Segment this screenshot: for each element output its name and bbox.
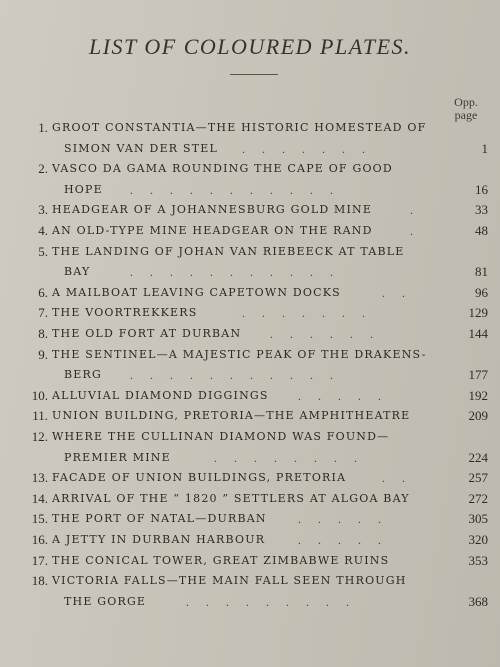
title-divider xyxy=(230,74,278,75)
plate-title: HEADGEAR OF A JOHANNESBURG GOLD MINE xyxy=(52,203,373,216)
dot-leader: . . . . . . . . . . . xyxy=(130,183,333,197)
plate-title: VICTORIA FALLS—THE MAIN FALL SEEN THROUGH xyxy=(52,574,407,587)
page-title: LIST OF COLOURED PLATES. xyxy=(88,34,412,59)
plate-entry xyxy=(0,571,500,591)
plate-page-number: 48 xyxy=(475,223,488,238)
plate-entry xyxy=(0,345,500,365)
plate-page-number: 272 xyxy=(468,491,488,506)
dot-leader: . . xyxy=(382,471,405,485)
plate-number: 7. xyxy=(38,305,48,320)
plate-entry-continuation xyxy=(0,448,500,468)
plate-page-number: 368 xyxy=(468,594,488,609)
plate-page-number: 177 xyxy=(468,367,488,382)
plate-page-number: 305 xyxy=(468,511,488,526)
dot-leader: . . . . . . . . . xyxy=(186,595,349,609)
plate-page-number: 81 xyxy=(475,264,488,279)
plate-number: 15. xyxy=(31,511,48,526)
plate-entry-continuation xyxy=(0,592,500,612)
plate-page-number: 224 xyxy=(468,450,488,465)
plate-entry xyxy=(0,468,500,488)
plate-number: 17. xyxy=(31,553,48,568)
plate-title: THE SENTINEL—A MAJESTIC PEAK OF THE DRAKENS- xyxy=(52,348,427,361)
plate-title: GROOT CONSTANTIA—THE HISTORIC HOMESTEAD OF xyxy=(52,121,427,134)
dot-leader: . . . . . xyxy=(298,533,381,547)
dot-leader: . . . . . . . . xyxy=(214,451,357,465)
dot-leader: . . . . . . . . . . . xyxy=(130,368,333,382)
plate-number: 4. xyxy=(38,223,48,238)
plate-number: 12. xyxy=(31,429,48,444)
plate-title: ARRIVAL OF THE “ 1820 ” SETTLERS AT ALGOA BAY xyxy=(52,492,410,505)
plate-entry xyxy=(0,118,500,138)
dot-leader: . . . . . . xyxy=(270,327,373,341)
plate-title: THE OLD FORT AT DURBAN xyxy=(52,327,242,340)
dot-leader: . xyxy=(410,224,413,238)
plate-entry xyxy=(0,386,500,406)
plate-entry xyxy=(0,303,500,323)
plate-number: 14. xyxy=(31,491,48,506)
plate-entry xyxy=(0,489,500,509)
dot-leader: . . xyxy=(382,286,405,300)
plate-title: ALLUVIAL DIAMOND DIGGINGS xyxy=(52,389,269,402)
plate-title: THE PORT OF NATAL—DURBAN xyxy=(52,512,267,525)
plate-entry xyxy=(0,242,500,262)
plate-page-number: 257 xyxy=(468,470,488,485)
page-label: page xyxy=(454,108,478,122)
plate-entry xyxy=(0,200,500,220)
plate-number: 5. xyxy=(38,244,48,259)
plate-entry xyxy=(0,551,500,571)
plate-title: A MAILBOAT LEAVING CAPETOWN DOCKS xyxy=(52,286,341,299)
plate-number: 8. xyxy=(38,326,48,341)
dot-leader: . . . . . . . . . . . xyxy=(130,265,333,279)
plate-title: BAY xyxy=(64,265,91,278)
plate-number: 3. xyxy=(38,202,48,217)
plate-number: 10. xyxy=(31,388,48,403)
plate-title: AN OLD-TYPE MINE HEADGEAR ON THE RAND xyxy=(52,224,373,237)
plate-number: 9. xyxy=(38,347,48,362)
opp-label: Opp. xyxy=(454,95,478,109)
plate-entry xyxy=(0,530,500,550)
plate-number: 16. xyxy=(31,532,48,547)
plate-entry-continuation xyxy=(0,180,500,200)
plate-number: 11. xyxy=(32,408,48,423)
dot-leader: . . . . . xyxy=(298,389,381,403)
plate-entry xyxy=(0,324,500,344)
plate-page-number: 353 xyxy=(468,553,488,568)
dot-leader: . . . . . xyxy=(298,512,381,526)
plate-entry-continuation xyxy=(0,262,500,282)
plate-number: 1. xyxy=(38,120,48,135)
plate-number: 18. xyxy=(31,573,48,588)
plate-title: THE GORGE xyxy=(64,595,147,608)
plate-title: UNION BUILDING, PRETORIA—THE AMPHITHEATRE xyxy=(52,409,411,422)
plate-page-number: 1 xyxy=(481,141,488,156)
plate-title: THE LANDING OF JOHAN VAN RIEBEECK AT TABLE xyxy=(52,245,405,258)
plate-title: WHERE THE CULLINAN DIAMOND WAS FOUND— xyxy=(52,430,390,443)
plate-page-number: 96 xyxy=(475,285,488,300)
plate-entry xyxy=(0,159,500,179)
plate-entry xyxy=(0,283,500,303)
plate-number: 6. xyxy=(38,285,48,300)
plate-entry xyxy=(0,221,500,241)
plate-page-number: 33 xyxy=(475,202,488,217)
plate-number: 13. xyxy=(31,470,48,485)
plate-entry xyxy=(0,427,500,447)
plate-page-number: 192 xyxy=(468,388,488,403)
plate-title: THE CONICAL TOWER, GREAT ZIMBABWE RUINS xyxy=(52,554,390,567)
plate-page-number: 129 xyxy=(468,305,488,320)
plate-title: VASCO DA GAMA ROUNDING THE CAPE OF GOOD xyxy=(52,162,393,175)
plate-entry-continuation xyxy=(0,139,500,159)
plate-title: PREMIER MINE xyxy=(64,451,171,464)
plate-entry-continuation xyxy=(0,365,500,385)
plate-title: A JETTY IN DURBAN HARBOUR xyxy=(52,533,266,546)
plate-page-number: 209 xyxy=(468,408,488,423)
plate-title: THE VOORTREKKERS xyxy=(52,306,198,319)
plate-entry xyxy=(0,406,500,426)
plate-entry xyxy=(0,509,500,529)
plate-page-number: 16 xyxy=(475,182,488,197)
plate-title: BERG xyxy=(64,368,102,381)
plate-number: 2. xyxy=(38,161,48,176)
plate-title: FACADE OF UNION BUILDINGS, PRETORIA xyxy=(52,471,347,484)
plate-title: HOPE xyxy=(64,183,103,196)
plate-page-number: 320 xyxy=(468,532,488,547)
dot-leader: . . . . . . . xyxy=(242,142,365,156)
dot-leader: . xyxy=(410,203,413,217)
plate-title: SIMON VAN DER STEL xyxy=(64,142,218,155)
plate-page-number: 144 xyxy=(468,326,488,341)
dot-leader: . . . . . . . xyxy=(242,306,365,320)
